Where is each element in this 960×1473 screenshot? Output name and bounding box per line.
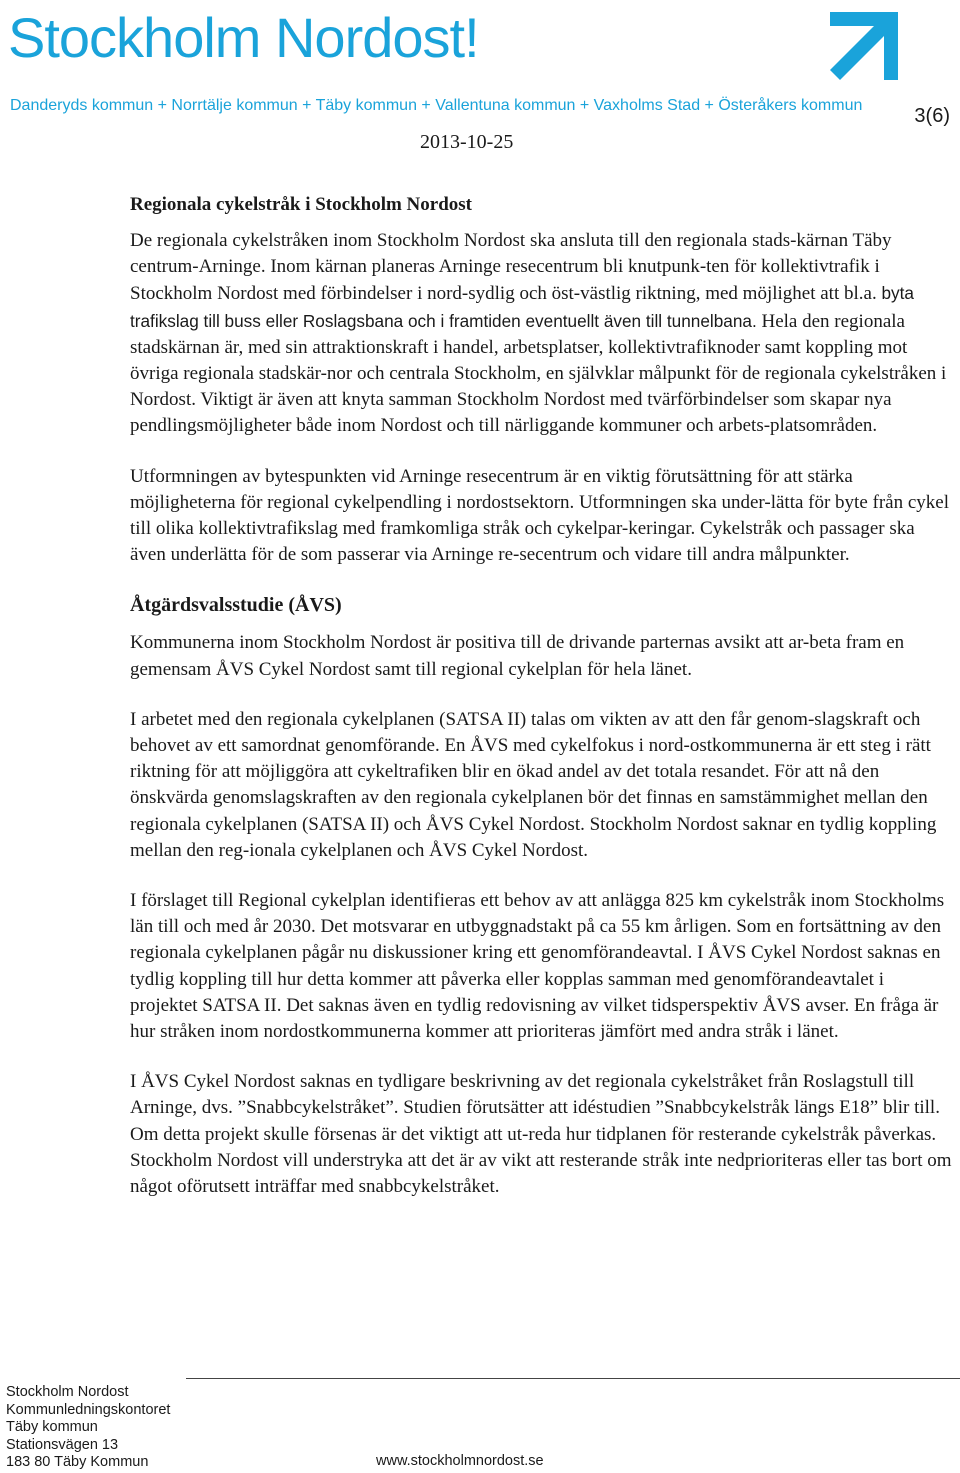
- footer-website-link[interactable]: www.stockholmnordost.se: [376, 1453, 544, 1469]
- arrow-up-right-icon: [826, 6, 904, 84]
- paragraph: Kommunerna inom Stockholm Nordost är positiva till de drivande parternas avsikt att ar-beta fram en gemensam ÅVS Cykel Nordost samt till regional cykelplan för hela länet.: [130, 632, 905, 680]
- paragraph-text: Hela den regionala stadskärnan är, med sin attraktionskraft i handel, arbetsplatser, kollektivtrafiknoder samt koppling mot övriga regionala stadskär-nor och centrala Stockholm, en självklar målpunkt för de regionala cykelstråken i Nordost. Viktigt är även att knyta samman Stockholm Nordost med tvärförbindelser som skapar nya pendlingsmöjligheter både inom Nordost och till närliggande kommuner och arbets-platsområden.: [130, 310, 947, 437]
- paragraph-text: byta trafikslag till buss eller Roslagsbana och i framtiden eventuellt även till tunnelbana.: [130, 283, 914, 331]
- paragraph: I arbetet med den regionala cykelplanen (SATSA II) talas om vikten av att den får genom-slagskraft och behovet av ett samordnat genomförande. En ÅVS med cykelfokus i nord-ostkommunerna är ett steg i rätt riktning för att möjliggöra att cykeltrafiken blir en ökad andel av det totala resandet. För att nå den önskvärda genomslagskraften av den regionala cykelplanen bör det finnas en samstämmighet mellan den regionala cykelplanen (SATSA II) och ÅVS Cykel Nordost. Stockholm Nordost saknar en tydlig koppling mellan den reg-ionala cykelplanen och ÅVS Cykel Nordost.: [130, 708, 937, 861]
- footer-office: Kommunledningskontoret: [6, 1401, 171, 1418]
- paragraph: [130, 228, 952, 440]
- section-heading-avs: Åtgärdsvalsstudie (ÅVS): [130, 594, 342, 617]
- section-heading-regional: Regionala cykelstråk i Stockholm Nordost: [130, 194, 472, 215]
- document-body: [130, 192, 952, 1224]
- footer-municipality: Täby kommun: [6, 1419, 98, 1436]
- footer-divider: [186, 1378, 960, 1379]
- footer-address: [6, 1384, 170, 1472]
- footer-postal: 183 80 Täby Kommun: [6, 1454, 149, 1471]
- paragraph: I förslaget till Regional cykelplan identifieras ett behov av att anlägga 825 km cykelstråk inom Stockholms län till och med år 2030. Det motsvarar en utbyggnadstakt på ca 55 km årligen. Som en fortsättning av den regionala cykelplanen pågår nu diskussioner kring ett genomförandeavtal. I ÅVS Cykel Nordost saknas en tydlig koppling till hur detta kommer att påverka eller kopplas samman med genomförandeavtalet i projektet SATSA II. Det saknas även en tydlig redovisning av vilket tidsperspektiv ÅVS avser. En fråga är hur stråken inom nordostkommunerna kommer att prioriteras jämfört med andra stråk i länet.: [130, 890, 945, 1043]
- brand-title: Stockholm Nordost!: [8, 6, 479, 69]
- paragraph: Utformningen av bytespunkten vid Arninge resecentrum är en viktig förutsättning för att stärka möjligheterna för regional cykelpendling i nordostsektorn. Utformningen ska under-lätta för byte från cykel till olika kollektivtrafikslag med framkomliga stråk och cykelpar-keringar. Cykelstråk och passager ska även underlätta för de som passerar via Arninge re-secentrum och vidare till andra målpunkter.: [130, 465, 950, 566]
- page-number: 3(6): [914, 105, 950, 127]
- footer-org: Stockholm Nordost: [6, 1384, 129, 1400]
- paragraph: I ÅVS Cykel Nordost saknas en tydligare beskrivning av det regionala cykelstråket från Roslagstull till Arninge, dvs. ”Snabbcykelstråket”. Studien förutsätter att idéstudien ”Snabbcykelstråk längs E18” blir till. Om detta projekt skulle försenas är det viktigt att ut-reda hur tidplanen för resterande cykelstråk påverkas. Stockholm Nordost vill understryka att det är av vikt att resterande stråk inte nedprioriteras eller tas bort om något oförutsett inträffar med snabbcykelstråket.: [130, 1071, 952, 1198]
- document-date: 2013-10-25: [420, 131, 514, 153]
- paragraph-text: De regionala cykelstråken inom Stockholm Nordost ska ansluta till den regionala stads-kärnan Täby centrum-Arninge. Inom kärnan planeras Arninge resecentrum bli knutpunk-ten för kollektivtrafik i Stockholm Nordost med förbindelser i nord-sydlig och öst-västlig riktning, med möjlighet att bl.a.: [130, 230, 892, 305]
- municipalities-line: Danderyds kommun + Norrtälje kommun + Täby kommun + Vallentuna kommun + Vaxholms Stad + Österåkers kommun: [10, 97, 863, 114]
- footer-street: Stationsvägen 13: [6, 1436, 119, 1453]
